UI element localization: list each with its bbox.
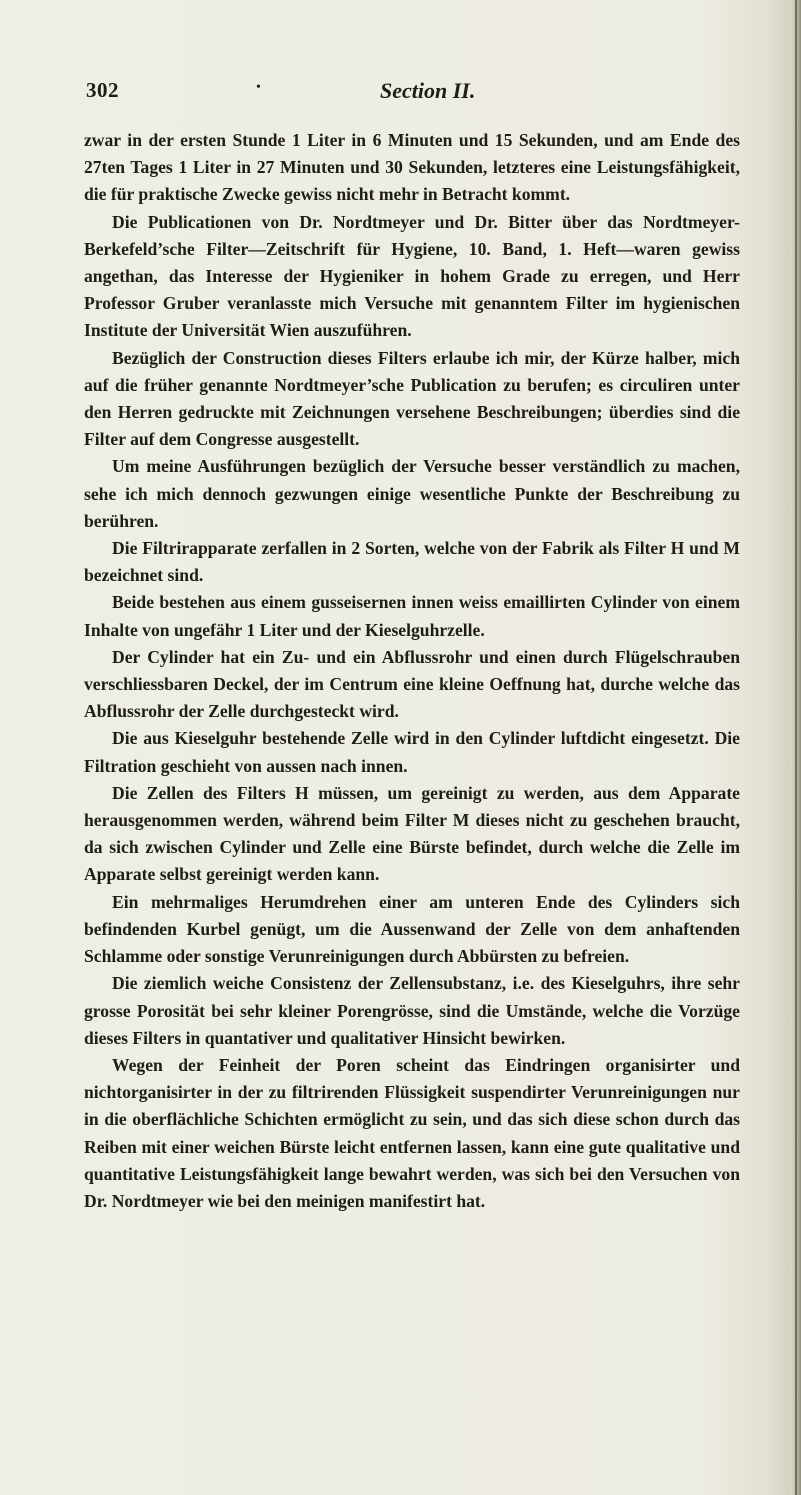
- paragraph-2: Die Publicationen von Dr. Nordtmeyer und Dr. Bitter über das Nordtmeyer-Berkefeld’sche Filter—Zeitschrift für Hygiene, 10. Band, 1. Heft—waren gewiss angethan, das Interesse der Hygieniker in hohem Grade zu erregen, und Herr Professor Gruber veranlasste mich Versuche mit genanntem Filter im hygienischen Institute der Universität Wien auszuführen.: [84, 211, 740, 341]
- paragraph-9: Die Zellen des Filters H müssen, um gereinigt zu werden, aus dem Apparate herausgenommen werden, während beim Filter M dieses nicht zu geschehen braucht, da sich zwischen Cylinder und Zelle eine Bürste befindet, durch welche die Zelle im Apparate selbst gereinigt werden kann.: [84, 782, 740, 885]
- page-edge-line: [795, 0, 797, 1495]
- section-title: Section II.: [380, 78, 476, 103]
- paragraph-3: Bezüglich der Construction dieses Filters erlaube ich mir, der Kürze halber, mich auf die früher genannte Nordtmeyer’sche Publication zu berufen; es circuliren unter den Herren gedruckte mit Zeichnungen versehene Beschreibungen; überdies sind die Filter auf dem Congresse ausgestellt.: [84, 347, 740, 450]
- paragraph-6: Beide bestehen aus einem gusseisernen innen weiss emaillirten Cylinder von einem Inhalte von ungefähr 1 Liter und der Kieselguhrzelle.: [84, 592, 740, 640]
- paragraph-10: Ein mehrmaliges Herumdrehen einer am unteren Ende des Cylinders sich befindenden Kurbel genügt, um die Aussenwand der Zelle von dem anhaftenden Schlamme oder sonstige Verunreinigungen durch Abbürsten zu befreien.: [84, 891, 740, 967]
- page-number: 302: [86, 78, 119, 102]
- paragraph-5: Die Filtrirapparate zerfallen in 2 Sorten, welche von der Fabrik als Filter H und M bezeichnet sind.: [84, 538, 740, 586]
- paragraph-7: Der Cylinder hat ein Zu- und ein Abflussrohr und einen durch Flügelschrauben verschliessbaren Deckel, der im Centrum eine kleine Oeffnung hat, durche welche das Abflussrohr der Zelle durchgesteckt wird.: [84, 646, 740, 722]
- paragraph-11: Die ziemlich weiche Consistenz der Zellensubstanz, i.e. des Kieselguhrs, ihre sehr grosse Porosität bei sehr kleiner Porengrösse, sind die Umstände, welche die Vorzüge dieses Filters in quantativer und qualitativer Hinsicht bewirken.: [84, 973, 740, 1048]
- paragraph-8: Die aus Kieselguhr bestehende Zelle wird in den Cylinder luftdicht eingesetzt. Die Filtration geschieht von aussen nach innen.: [84, 728, 740, 776]
- paragraph-12: Wegen der Feinheit der Poren scheint das Eindringen organisirter und nichtorganisirter in der zu filtrirenden Flüssigkeit suspendirter Verunreinigungen nur in die oberflächliche Schichten ermöglicht zu sein, und das sich diese schon durch das Reiben mit einer weichen Bürste leicht entfernen lassen, kann eine gute qualitative und quantitative Leistungsfähigkeit lange bewahrt werden, was sich bei den Versuchen von Dr. Nordtmeyer wie bei den meinigen manifestirt hat.: [84, 1054, 740, 1211]
- header-separator: •: [256, 80, 261, 95]
- paragraph-1: zwar in der ersten Stunde 1 Liter in 6 Minuten und 15 Sekunden, und am Ende des 27ten Tages 1 Liter in 27 Minuten und 30 Sekunden, letzteres eine Leistungsfähigkeit, die für praktische Zwecke gewiss nicht mehr in Betracht kommt.: [84, 130, 740, 205]
- running-header: [86, 78, 726, 110]
- body-text: [84, 127, 740, 1215]
- paragraph-4: Um meine Ausführungen bezüglich der Versuche besser verständlich zu machen, sehe ich mich dennoch gezwungen einige wesentliche Punkte der Beschreibung zu berühren.: [84, 456, 740, 531]
